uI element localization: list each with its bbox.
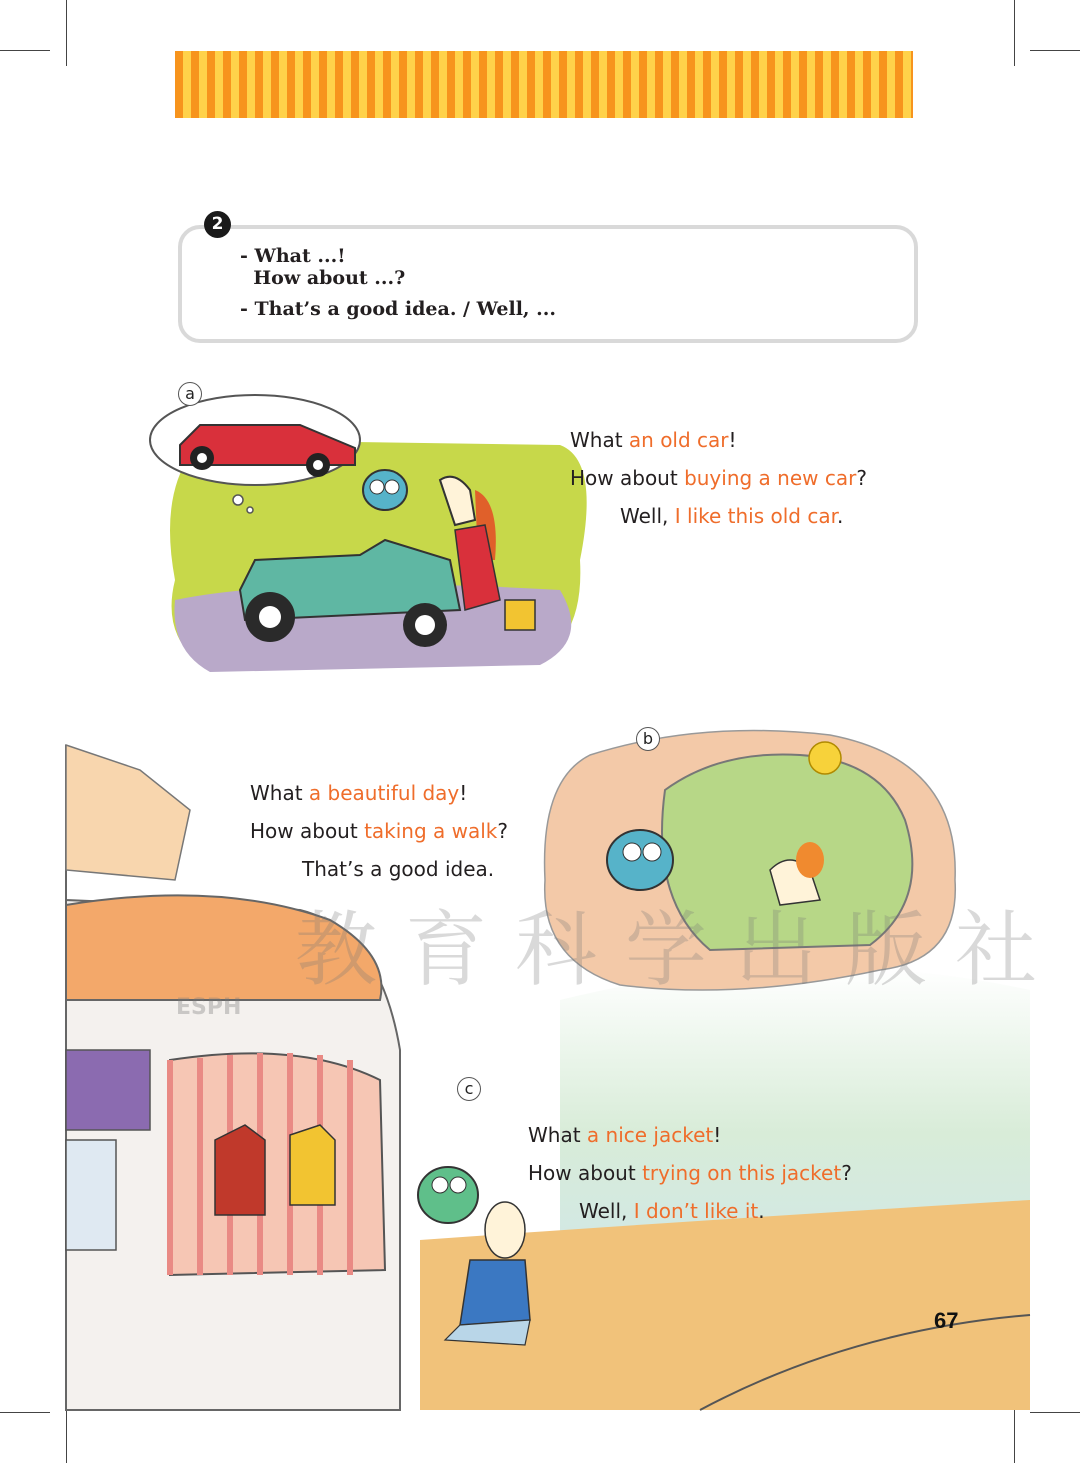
publisher-watermark: 教育科学出版社 <box>295 903 1066 998</box>
label-b: b <box>636 727 660 751</box>
dialog-a-line-1: What an old car! <box>570 428 737 452</box>
publisher-logo-text: ESPH <box>176 995 242 1020</box>
dialog-c-line-2: How about trying on this jacket? <box>528 1161 852 1185</box>
dialog-a-line-3: Well, I like this old car. <box>620 504 844 528</box>
dialog-b-line-3: That’s a good idea. <box>302 857 495 881</box>
dialog-b-line-1: What a beautiful day! <box>250 781 468 805</box>
pattern-line-2: How about ...? <box>240 267 406 289</box>
dialog-a-line-2: How about buying a new car? <box>570 466 867 490</box>
dialog-c-line-1: What a nice jacket! <box>528 1123 722 1147</box>
dialog-c-line-3: Well, I don’t like it. <box>579 1199 765 1223</box>
pattern-line-3: - That’s a good idea. / Well, ... <box>240 298 556 320</box>
section-number-badge: 2 <box>204 211 231 238</box>
page-number: 67 <box>934 1308 959 1333</box>
pattern-line-1: - What ...! <box>240 245 346 267</box>
label-c: c <box>457 1077 481 1101</box>
label-a: a <box>178 382 202 406</box>
dialog-b-line-2: How about taking a walk? <box>250 819 509 843</box>
